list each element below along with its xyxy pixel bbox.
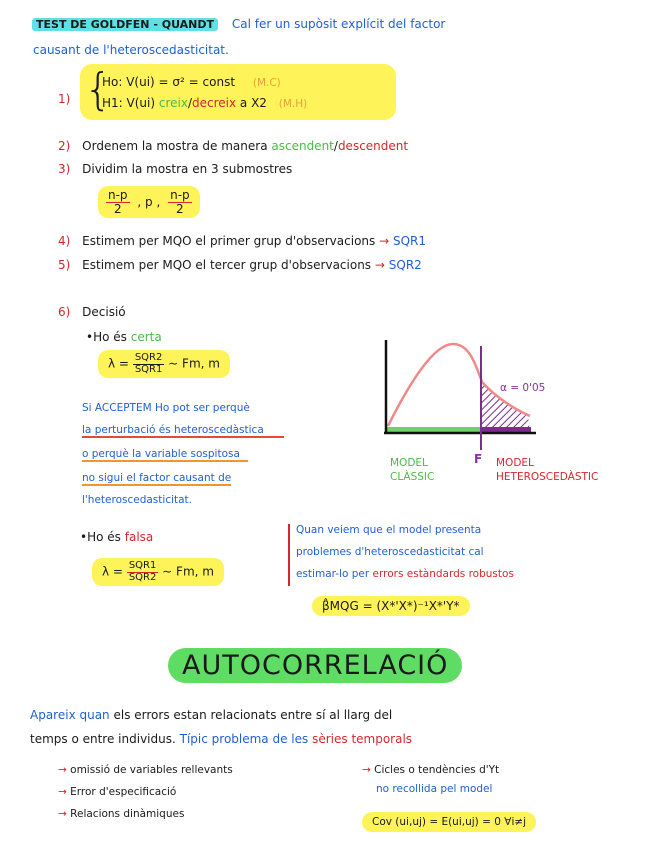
cov-formula: Cov (ui,uj) = E(ui,uj) = 0 ∀i≠j (362, 812, 536, 832)
h1-slash: / (187, 96, 192, 110)
lambda2-formula (92, 558, 224, 586)
step5-arrow: → (374, 258, 385, 272)
lambda2-post: ∼ Fm, m (162, 564, 214, 579)
h0-false-line (80, 530, 153, 544)
intro-text-2: causant de l'heteroscedasticitat. (33, 43, 229, 57)
lambda1-pre: λ = (108, 356, 129, 371)
autocorr-intro-2b: Típic problema de les (179, 732, 309, 746)
autocorr-title: AUTOCORRELACIÓ (168, 648, 462, 683)
cause-item-1 (58, 764, 233, 776)
step1-number: 1) (58, 92, 71, 106)
accept-line-1: Si ACCEPTEM Ho pot ser perquè (82, 402, 250, 414)
accept-line-4-text: no sigui el factor causant de (82, 472, 232, 484)
h1-creix: creix (158, 96, 188, 110)
cause-arrow-3: → (58, 808, 67, 820)
autocorr-intro-2a: temps o entre individus. (30, 732, 176, 746)
fraction-1-den: 2 (113, 201, 122, 216)
step2-desc: descendent (337, 139, 409, 153)
h1-decreix: decreix (192, 96, 237, 110)
step2-line (58, 139, 408, 153)
fraction-1-num: n-p (108, 188, 128, 202)
false-line-3 (296, 568, 514, 580)
cause-text-2: Error d'especificació (70, 786, 177, 798)
step6-title: Decisió (82, 305, 126, 319)
lambda1-num: SQR2 (134, 352, 163, 363)
lambda2-num: SQR1 (128, 560, 157, 571)
cycle-line-1 (362, 764, 499, 776)
false-line-1: Quan veiem que el model presenta (296, 524, 482, 536)
brace: { (84, 64, 112, 115)
h0-true-line (86, 330, 162, 344)
false-line-2: problemes d'heteroscedasticitat cal (296, 546, 484, 558)
autocorr-intro-1a: Apareix quan (30, 708, 110, 722)
step2-asc: ascendent (271, 139, 334, 153)
lambda2-fraction (127, 561, 159, 583)
step4-text: Estimem per MQO el primer grup d'observacions (82, 234, 376, 248)
fraction-1 (106, 189, 130, 215)
h1-tag: (M.H) (278, 98, 308, 110)
autocorr-intro-2 (30, 732, 412, 746)
h1-line (102, 96, 307, 110)
step1-highlight (80, 64, 396, 120)
lambda1-post: ∼ Fm, m (168, 356, 220, 371)
beta-formula: β̂MQG = (X*'X*)⁻¹X*'Y* (312, 596, 470, 616)
h0-line (102, 75, 281, 89)
autocorr-intro-1 (30, 708, 392, 722)
cause-text-3: Relacions dinàmiques (70, 808, 185, 820)
accept-line-4 (82, 472, 231, 484)
step4-line (58, 234, 426, 248)
test-name: TEST DE GOLDFEN - QUANDT (32, 18, 218, 31)
step5-text: Estimem per MQO el tercer grup d'observacions (82, 258, 372, 272)
step5-number: 5) (58, 258, 71, 272)
step4-result: SQR1 (392, 234, 427, 248)
h0-true-word: certa (130, 330, 162, 344)
fraction-2 (168, 189, 192, 215)
autocorr-title-wrap (168, 650, 462, 681)
alpha-label: α = 0'05 (500, 382, 546, 394)
fraction-2-num: n-p (170, 188, 190, 202)
false-line-3b: errors estàndards robustos (372, 568, 514, 580)
step2-text: Ordenem la mostra de manera (82, 139, 268, 153)
step6-number: 6) (58, 305, 71, 319)
lambda2-den: SQR2 (128, 571, 157, 583)
accept-line-5: l'heteroscedasticitat. (82, 494, 193, 506)
intro-text-1: Cal fer un supòsit explícit del factor (231, 17, 446, 31)
step4-arrow: → (379, 234, 390, 248)
false-bracket (288, 524, 290, 586)
step6-line (58, 305, 126, 319)
step4-number: 4) (58, 234, 71, 248)
step5-line (58, 258, 422, 272)
cause-text-1: omissió de variables rellevants (70, 764, 233, 776)
model-classic-label: MODEL CLÀSSIC (390, 457, 435, 483)
step3-number: 3) (58, 162, 71, 176)
h0-true-label: •Ho és (86, 330, 127, 344)
step5-result: SQR2 (388, 258, 422, 272)
autocorr-intro-2c: sèries temporals (312, 732, 413, 746)
accept-line-3-text: o perquè la variable sospitosa (82, 448, 248, 462)
h0-false-label: •Ho és (80, 530, 121, 544)
autocorr-intro-1b: els errors estan relacionats entre sí al llarg del (113, 708, 393, 722)
h0-text: Ho: V(ui) = σ² = const (102, 75, 236, 89)
accept-line-2 (82, 424, 284, 436)
fraction-middle: , p , (137, 194, 161, 209)
cycle-text-1: Cicles o tendències d'Yt (374, 764, 500, 776)
f-distribution-graph (378, 336, 546, 452)
model-hetero-label: MODEL HETEROSCEDÀSTIC (496, 457, 599, 483)
header-line1 (32, 17, 445, 31)
step3-text: Dividim la mostra en 3 submostres (82, 162, 293, 176)
cause-item-3 (58, 808, 184, 820)
accept-line-3 (82, 448, 248, 460)
lambda2-pre: λ = (102, 564, 123, 579)
h1-text-a: H1: V(ui) (102, 96, 156, 110)
step3-fractions (98, 186, 200, 218)
false-line-3a: estimar-lo per (296, 568, 370, 580)
cause-arrow-1: → (58, 764, 67, 776)
fraction-2-den: 2 (176, 201, 184, 216)
h0-tag: (M.C) (252, 77, 281, 89)
lambda1-fraction (133, 353, 165, 375)
lambda1-den: SQR1 (134, 363, 163, 375)
h1-text-b: a X2 (239, 96, 267, 110)
cycle-line-2: no recollida pel model (376, 783, 493, 795)
step2-slash: / (333, 139, 338, 153)
step2-number: 2) (58, 139, 71, 153)
step3-line (58, 162, 292, 176)
accept-line-2-text: la perturbació és heteroscedàstica (82, 424, 284, 438)
lambda1-formula (98, 350, 230, 378)
cause-item-2 (58, 786, 176, 798)
cycle-arrow: → (362, 764, 371, 776)
f-label: F (474, 452, 483, 466)
h0-false-word: falsa (124, 530, 154, 544)
cause-arrow-2: → (58, 786, 67, 798)
